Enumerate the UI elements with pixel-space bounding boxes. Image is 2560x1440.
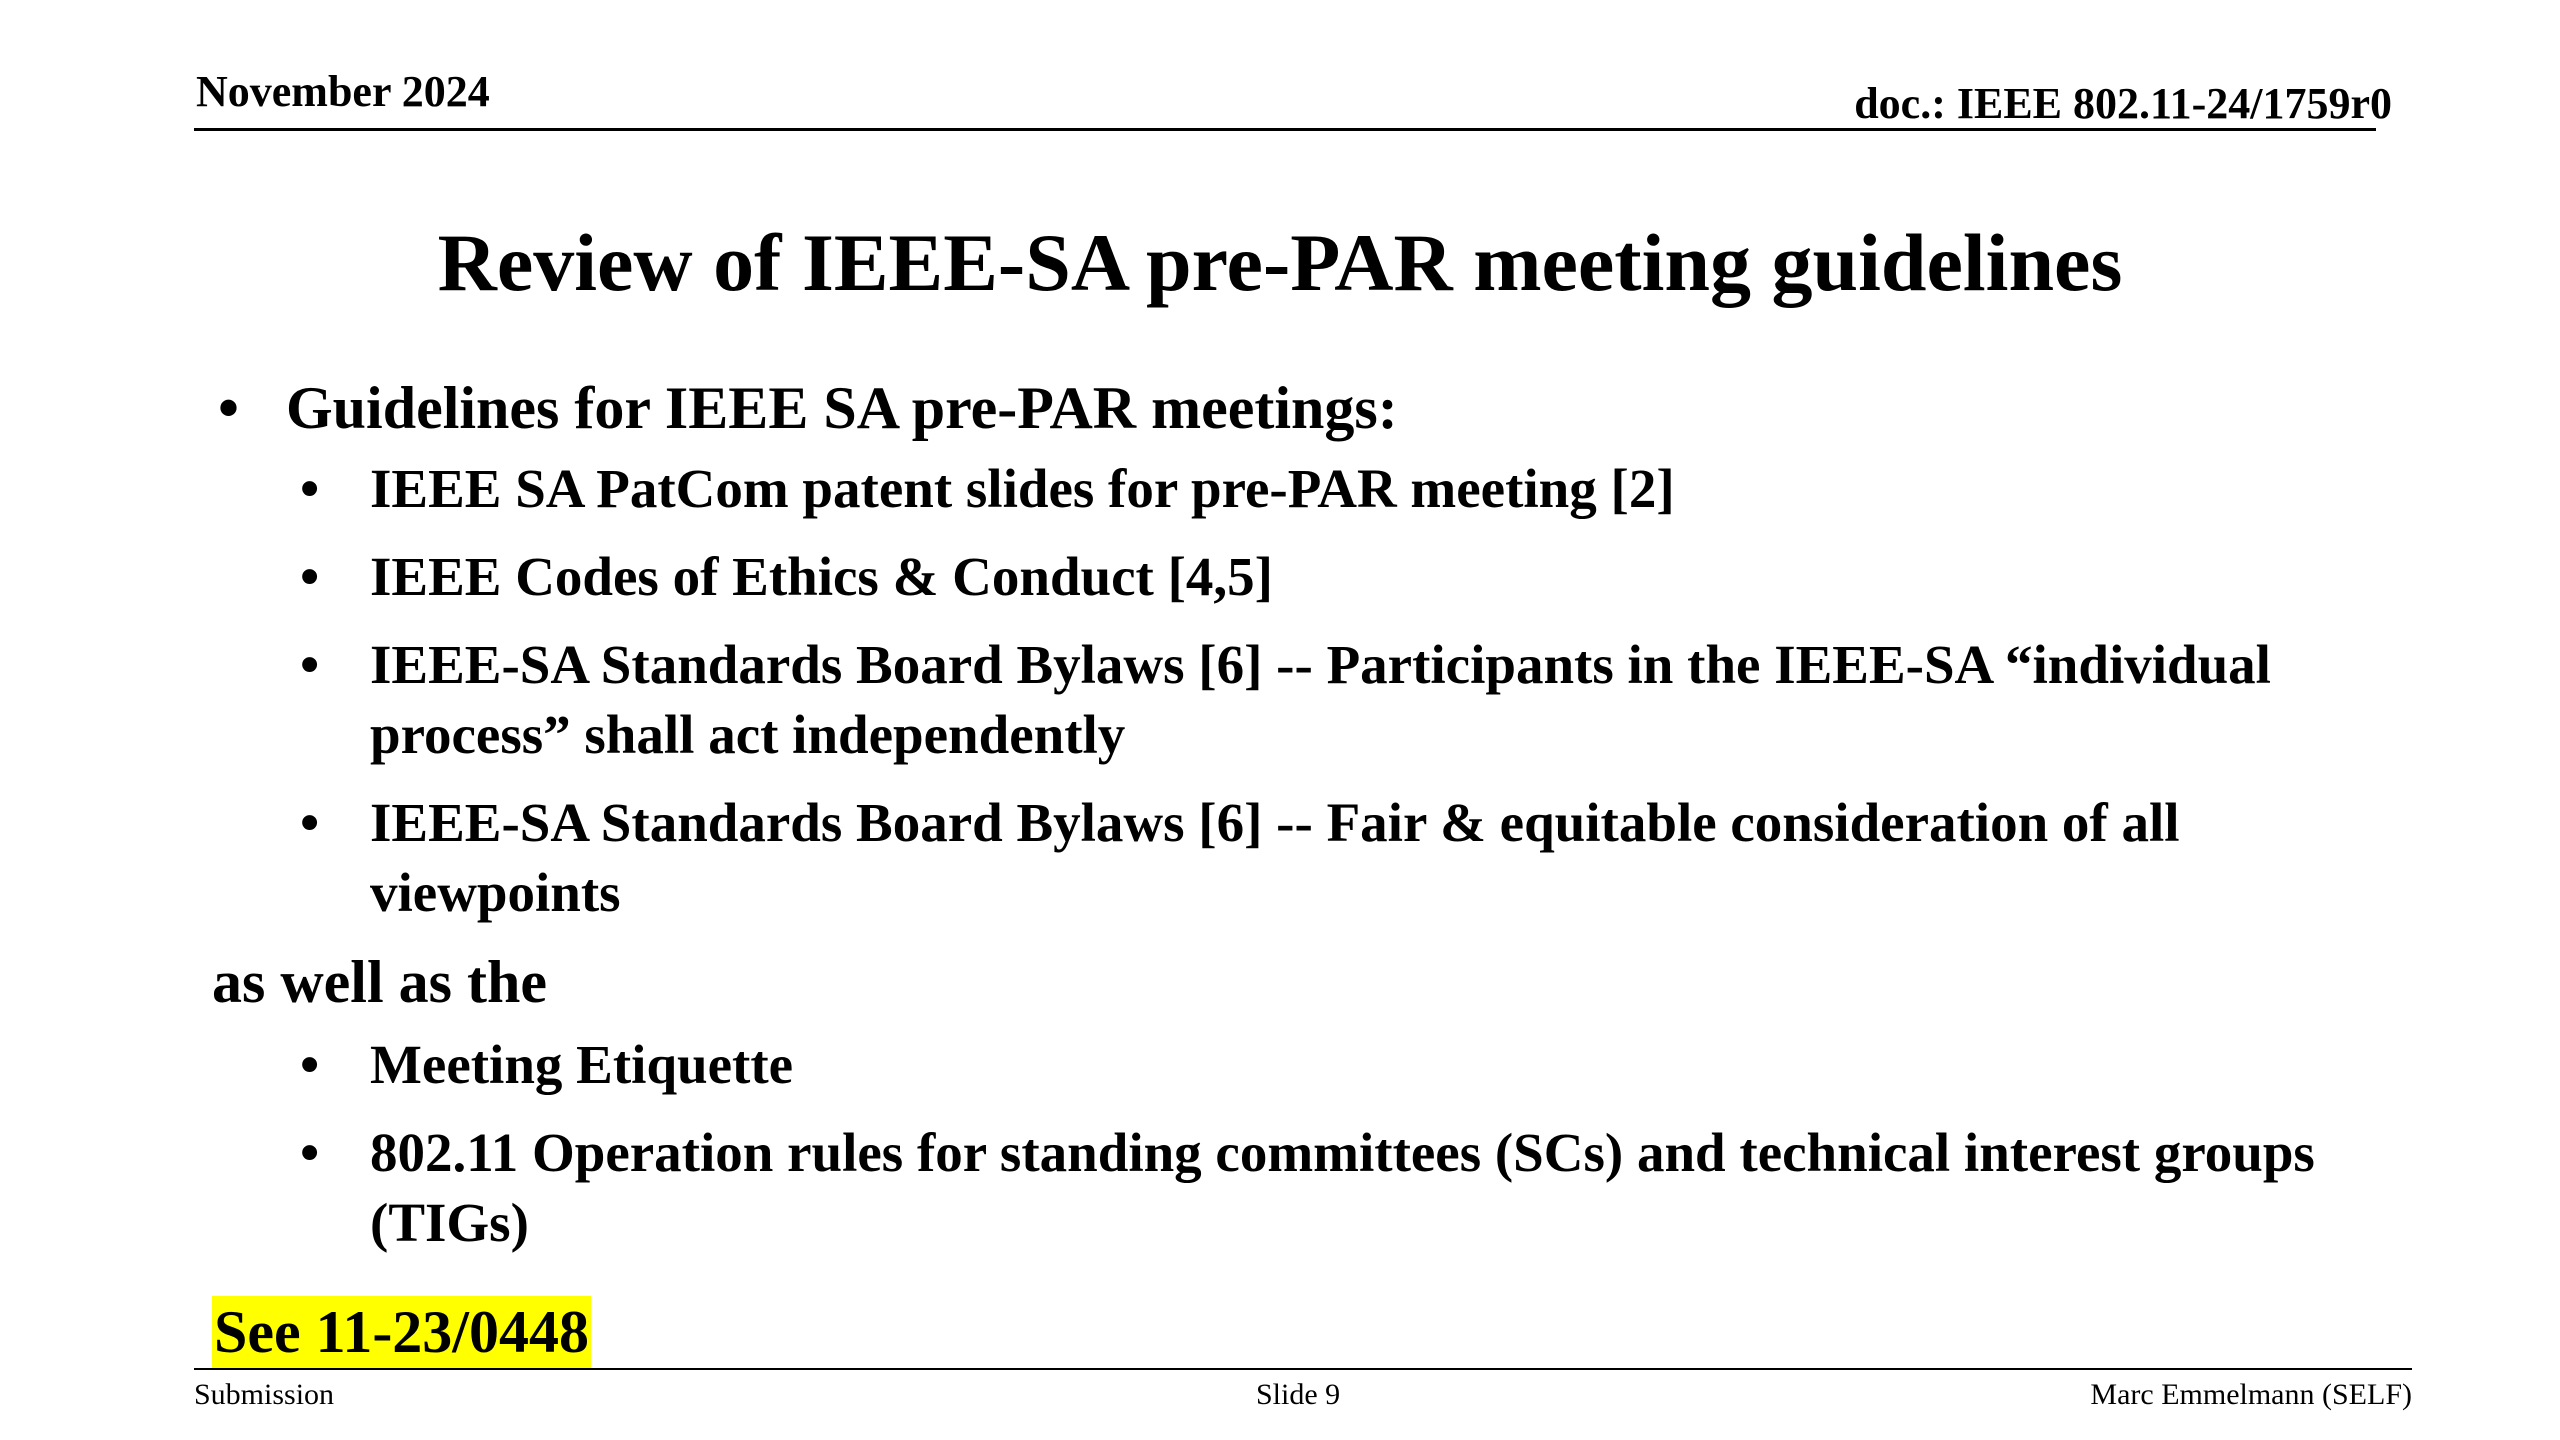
sub-bullet-text: Meeting Etiquette <box>370 1034 794 1095</box>
slide-title: Review of IEEE-SA pre-PAR meeting guidelines <box>437 217 2123 308</box>
sub-bullet-text: IEEE Codes of Ethics & Conduct [4,5] <box>370 546 1273 607</box>
bullet-dot: • <box>300 792 320 853</box>
bullet-dot: • <box>300 458 320 519</box>
bullet-main-text: Guidelines for IEEE SA pre-PAR meetings: <box>286 375 1398 441</box>
slide-body <box>196 372 2386 1276</box>
sub-bullet-5 <box>196 1030 2386 1100</box>
bullet-main <box>196 372 2386 444</box>
sub-bullet-1 <box>196 454 2386 524</box>
sub-bullet-2 <box>196 542 2386 612</box>
footer-submission: Submission <box>194 1378 335 1411</box>
sub-bullet-text: IEEE-SA Standards Board Bylaws [6] -- Participants in the IEEE-SA “individual process” shall act independently <box>370 634 2271 765</box>
highlighted-reference: See 11-23/0448 <box>212 1296 591 1368</box>
footer-author: Marc Emmelmann (SELF) <box>2090 1378 2412 1411</box>
header-date: November 2024 <box>196 67 490 116</box>
sub-bullet-text: IEEE SA PatCom patent slides for pre-PAR meeting [2] <box>370 458 1675 519</box>
bullet-dot: • <box>300 1122 320 1183</box>
sub-bullet-text: IEEE-SA Standards Board Bylaws [6] -- Fair & equitable consideration of all viewpoints <box>370 792 2180 923</box>
header-rule <box>194 128 2376 131</box>
bullet-dot: • <box>218 375 240 441</box>
connector-text: as well as the <box>212 949 547 1015</box>
sub-bullet-6 <box>196 1118 2386 1258</box>
footer-slide-number: Slide 9 <box>1256 1378 1341 1411</box>
sub-bullet-4 <box>196 788 2386 928</box>
footer-rule <box>194 1368 2412 1370</box>
header-doc-id: doc.: IEEE 802.11-24/1759r0 <box>1854 79 2392 128</box>
bullet-dot: • <box>300 1034 320 1095</box>
bullet-dot: • <box>300 634 320 695</box>
sub-bullet-3 <box>196 630 2386 770</box>
bullet-dot: • <box>300 546 320 607</box>
sub-bullet-text: 802.11 Operation rules for standing committees (SCs) and technical interest groups (TIGs) <box>370 1122 2315 1253</box>
